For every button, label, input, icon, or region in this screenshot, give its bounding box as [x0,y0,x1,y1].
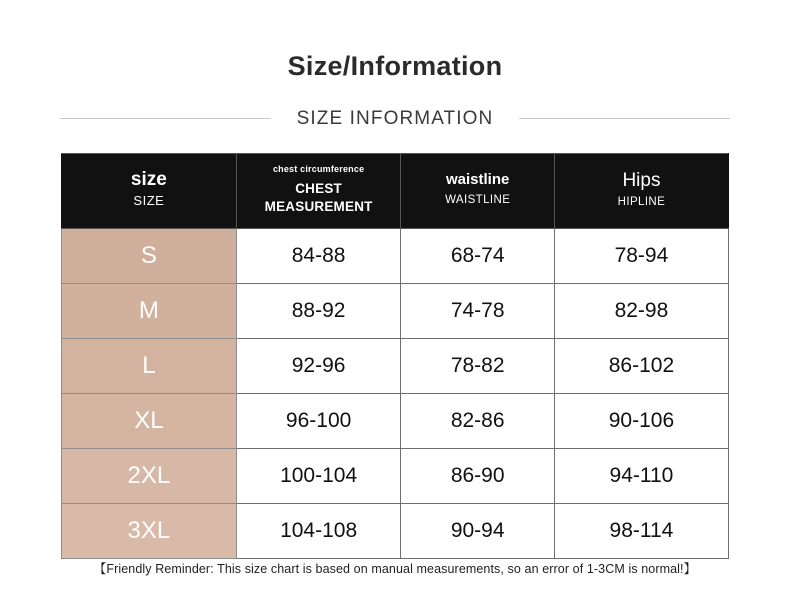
column-header-size-cn: size [130,169,167,191]
column-header-hips [554,153,728,228]
size-table [61,153,729,559]
cell-waist: 78-82 [401,338,554,393]
cell-hips: 98-114 [554,503,728,558]
cell-chest: 84-88 [236,228,401,283]
footer-reminder-note: 【Friendly Reminder: This size chart is based on manual measurements, so an error of 1-3CM is normal!】 [93,562,697,576]
table-header-row [62,153,729,228]
table-row [62,228,729,283]
column-header-waist [401,153,554,228]
cell-size: S [62,228,237,283]
column-header-waist-en: WAISTLINE [445,194,511,207]
cell-hips: 90-106 [554,393,728,448]
table-row [62,393,729,448]
column-header-chest-cn: chest circumference [272,163,365,174]
divider-right [519,118,730,119]
cell-size: L [62,338,237,393]
cell-hips: 82-98 [554,283,728,338]
table-row [62,283,729,338]
cell-size: 3XL [62,503,237,558]
cell-hips: 86-102 [554,338,728,393]
cell-chest: 100-104 [236,448,401,503]
cell-waist: 74-78 [401,283,554,338]
cell-hips: 78-94 [554,228,728,283]
cell-chest: 92-96 [236,338,401,393]
column-header-size [62,153,237,228]
table-row [62,338,729,393]
cell-size: M [62,283,237,338]
cell-waist: 90-94 [401,503,554,558]
cell-chest: 104-108 [236,503,401,558]
column-header-chest-en: CHEST MEASUREMENT [264,181,373,215]
cell-size: 2XL [62,448,237,503]
table-row [62,448,729,503]
cell-waist: 82-86 [401,393,554,448]
divider-left [60,118,271,119]
table-header [62,153,729,228]
table-body [62,228,729,558]
table-row [62,503,729,558]
page-title: Size/Information [287,51,503,81]
cell-waist: 86-90 [401,448,554,503]
column-header-hips-cn: Hips [622,169,661,191]
cell-waist: 68-74 [401,228,554,283]
size-table-container [61,153,729,559]
cell-hips: 94-110 [554,448,728,503]
column-header-chest [236,153,401,228]
cell-chest: 96-100 [236,393,401,448]
column-header-hips-en: HIPLINE [617,195,666,208]
column-header-waist-cn: waistline [446,171,510,189]
subtitle-section [0,108,790,130]
cell-chest: 88-92 [236,283,401,338]
subtitle-text: SIZE INFORMATION [296,107,494,129]
column-header-size-en: SIZE [133,193,165,209]
cell-size: XL [62,393,237,448]
